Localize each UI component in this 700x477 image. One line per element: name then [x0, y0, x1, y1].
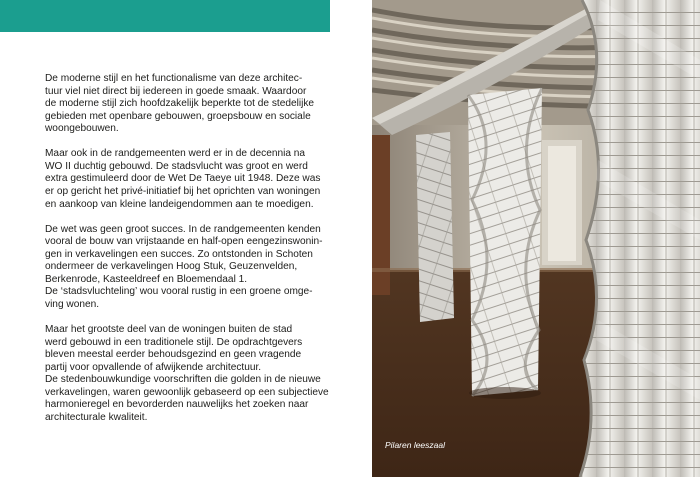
paragraph-1: De moderne stijl en het functionalisme van deze architec- tuur viel niet direct bij iedereen in goede smaak. Waardoor de moderne stijl zich hoofdzakelijk beperkte tot de stedelijke gebieden met openbare gebouwen, groepsbouw en sociale woongebouwen. — [45, 73, 315, 135]
paragraph-3: De wet was geen groot succes. In de randgemeenten kenden vooral de bouw van vrijstaande en half-open eengezinswonin- gen in verkavelingen een succes. Zo ontstonden in Schoten ondermeer de verkavelingen Hoog Stuk, Geuzenvelden, Berkenrode, Kasteeldreef en Bloemendaal 1. De ‘stadsvluchteling’ wou vooral rustig in een groene omge- ving wonen. — [45, 223, 323, 310]
reading-room-pillars-photo — [372, 0, 700, 477]
article-text-column — [45, 73, 335, 437]
header-accent-band — [0, 0, 330, 32]
paragraph-2: Maar ook in de randgemeenten werd er in de decennia na WO II duchtig gebouwd. De stadsvlucht was groot en werd extra gestimuleerd door de Wet De Taeye uit 1948. Deze was er op gericht het privé-initiatief bij het oprichten van woningen en aankoop van kleine landeigendommen aan te moedigen. — [45, 148, 321, 210]
paragraph-4: Maar het grootste deel van de woningen buiten de stad werd gebouwd in een traditionele stijl. De opdrachtgevers bleven meestal eerder behoudsgezind en geen vragende partij voor opvallende of afwijkende architectuur. De stedenbouwkundige voorschriften die golden in de nieuwe verkavelingen, waren gewoonlijk gebaseerd op een subjectieve harmonieregel en bevorderden nauwelijks het zoeken naar architecturale kwaliteit. — [45, 324, 329, 423]
photo-caption: Pilaren leeszaal — [385, 440, 446, 450]
